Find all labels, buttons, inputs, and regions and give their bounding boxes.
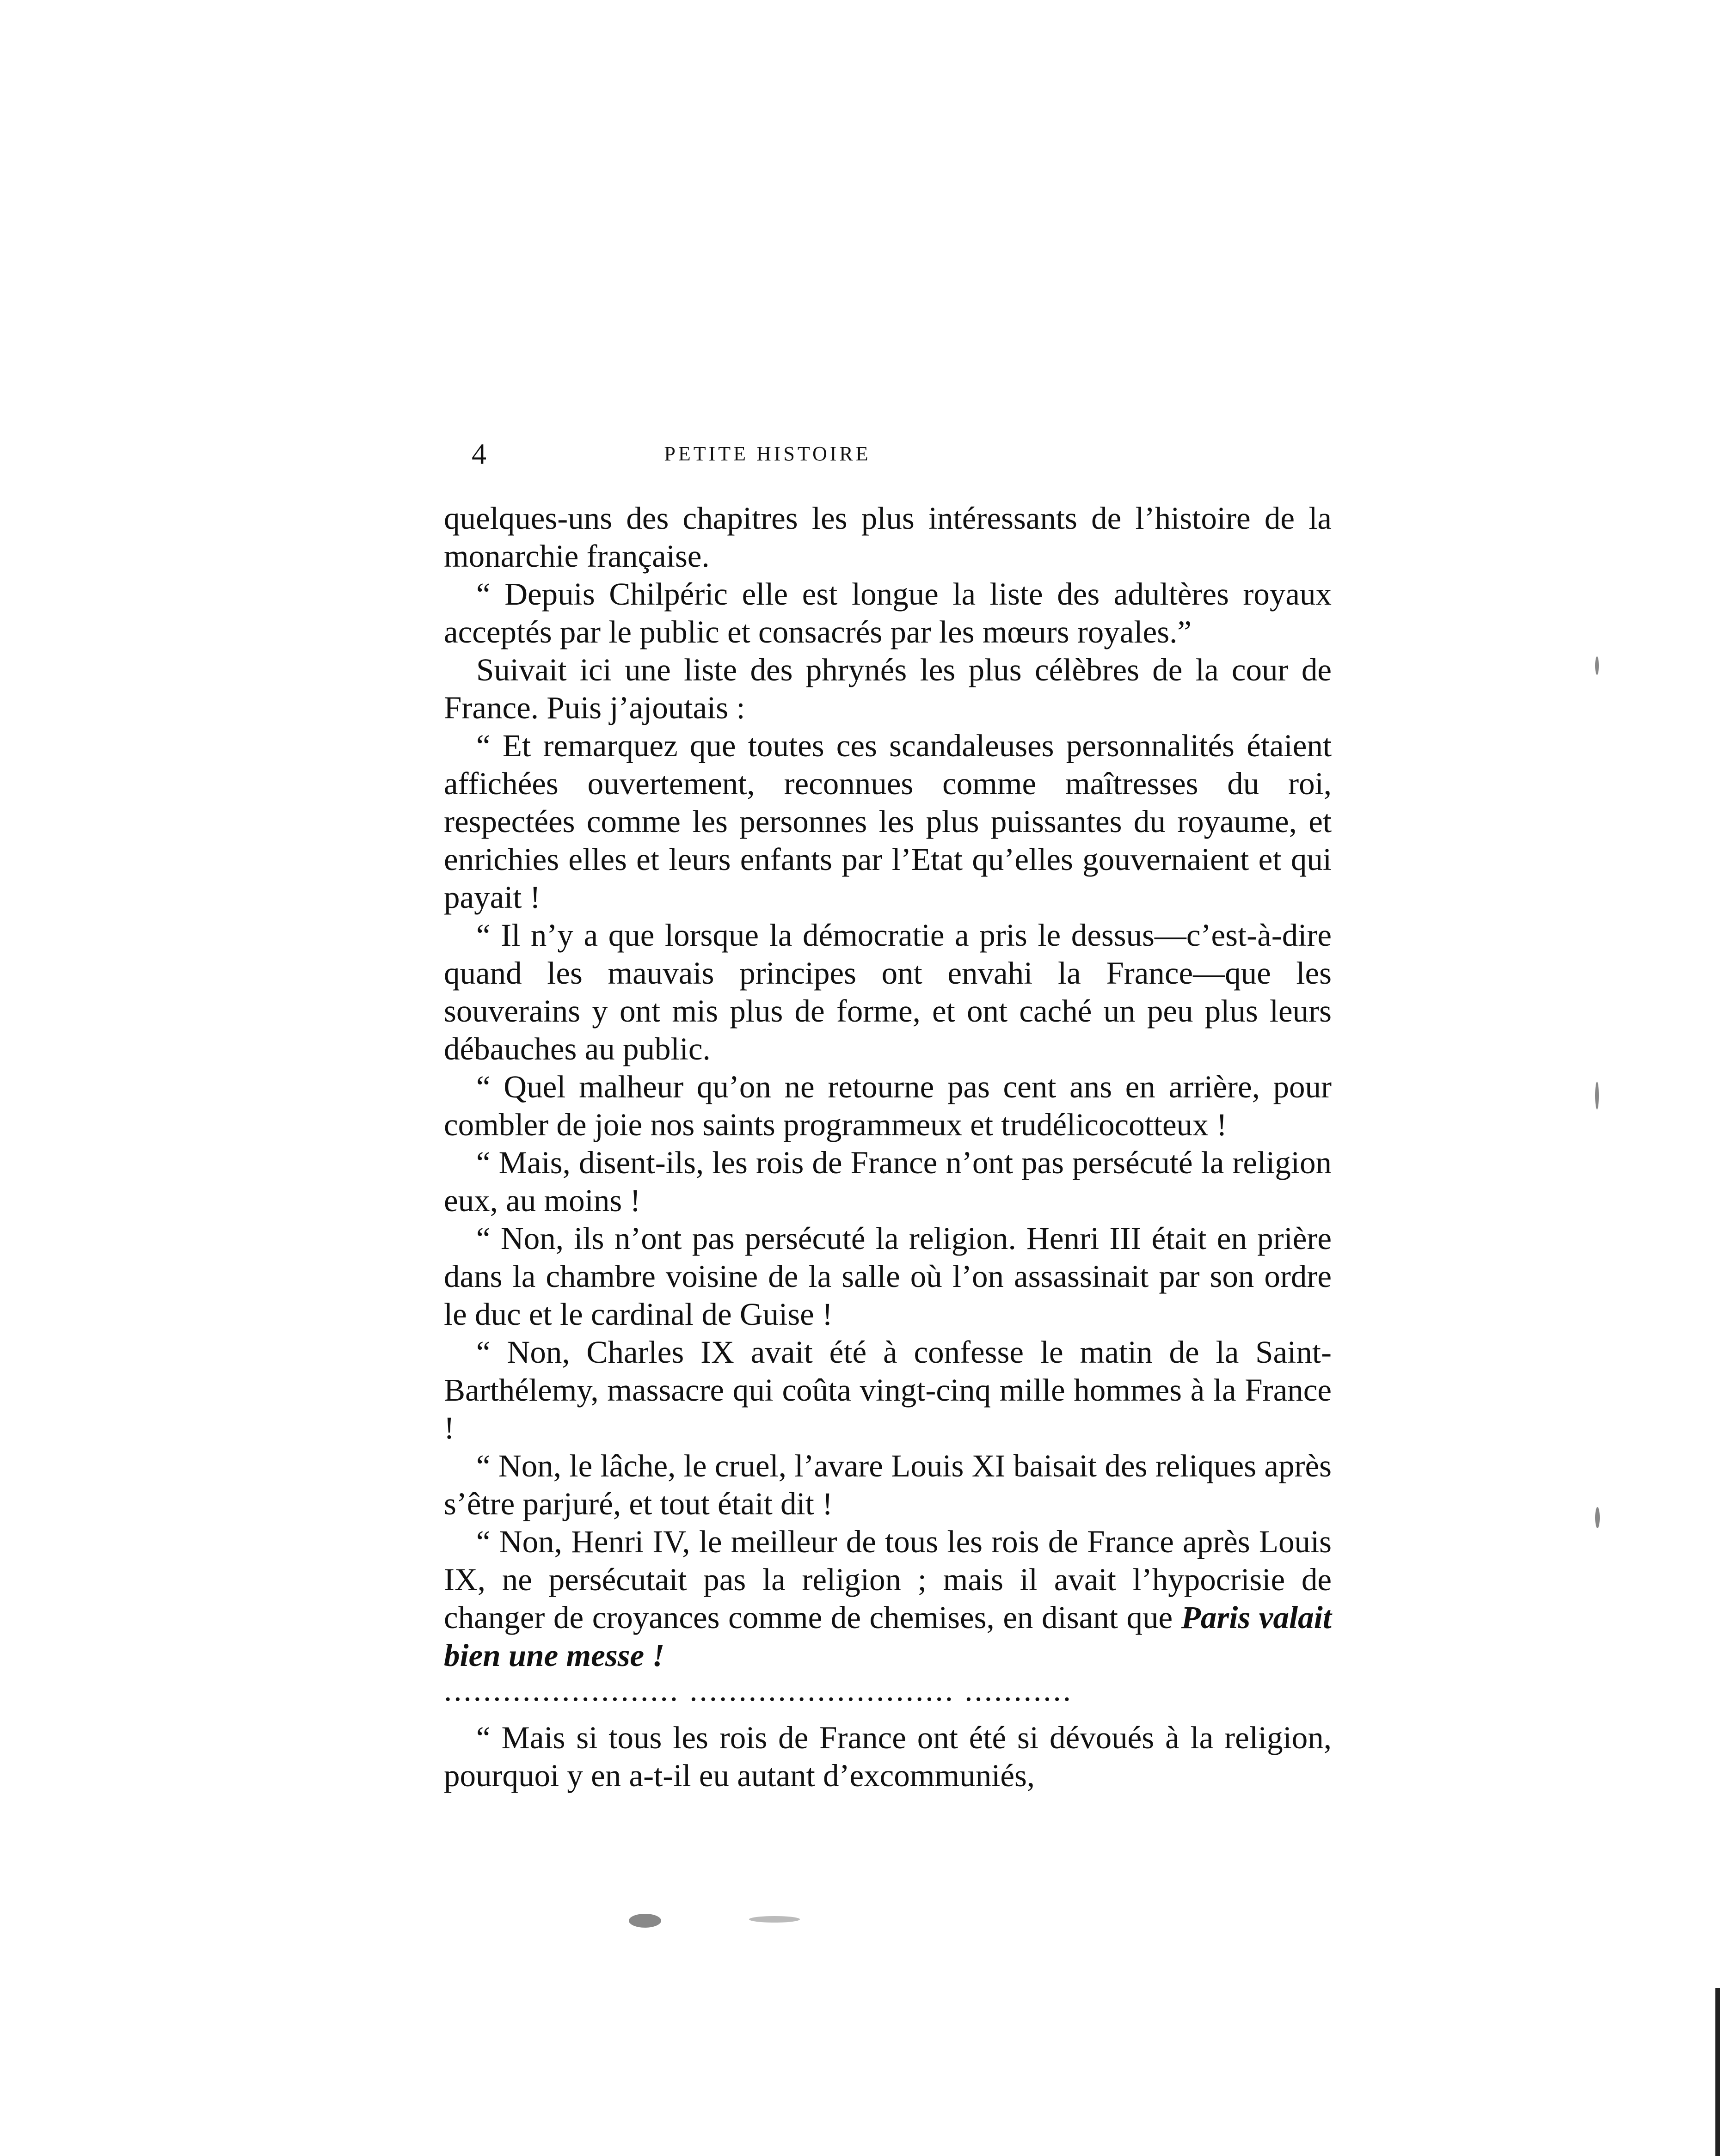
scan-smudge [1595, 656, 1599, 675]
body-text [444, 499, 1332, 1795]
henri-iv-emphasis: Paris valait bien une messe ! [444, 1600, 1332, 1673]
paragraph-henri-iv [444, 1523, 1332, 1674]
scan-smudge [1595, 1507, 1600, 1528]
scan-smudge [749, 1916, 800, 1923]
scan-edge-shadow [1715, 1988, 1720, 2156]
running-head: PETITE HISTOIRE [664, 442, 871, 465]
paragraph-charles-ix: “ Non, Charles IX avait été à confesse le matin de la Saint-Barthélemy, massacre qui coûta vingt-cinq mille hommes à la France ! [444, 1335, 1332, 1446]
paragraph-hundred-years: “ Quel malheur qu’on ne retourne pas cent ans en arrière, pour combler de joie nos saints programmeux et trudélicocotteux ! [444, 1069, 1332, 1142]
scan-smudge [1595, 1082, 1599, 1109]
paragraph-democracy: “ Il n’y a que lorsque la démocratie a pris le dessus—c’est-à-dire quand les mauvais principes ont envahi la France—que les souverains y ont mis plus de forme, et ont caché un peu plus leurs débauches au public. [444, 918, 1332, 1066]
henri-iv-text: “ Non, Henri IV, le meilleur de tous les rois de France après Louis IX, ne persécutait pas la religion ; mais il avait l’hypocrisie de changer de croyances comme de chemises, en disant que [444, 1524, 1332, 1635]
paragraph-excommunicated: “ Mais si tous les rois de France ont été si dévoués à la religion, pourquoi y en a-t-il eu autant d’excommuniés, [444, 1720, 1332, 1793]
paragraph-quote-chilperic: “ Depuis Chilpéric elle est longue la liste des adultères royaux acceptés par le public et consacrés par les mœurs royales.” [444, 576, 1332, 649]
page-header [472, 435, 1063, 472]
paragraph-mistresses: “ Et remarquez que toutes ces scandaleuses personnalités étaient affichées ouvertement, reconnues comme maîtresses du roi, respectées comme les personnes les plus puissantes du royaume, et enrichies elles et leurs enfants par l’Etat qu’elles gouvernaient et qui payait ! [444, 728, 1332, 915]
paragraph-henri-iii: “ Non, ils n’ont pas persécuté la religion. Henri III était en prière dans la chambre voisine de la salle où l’on assassinait par son ordre le duc et le cardinal de Guise ! [444, 1221, 1332, 1332]
scan-smudge [629, 1914, 661, 1928]
paragraph-persecution-question: “ Mais, disent-ils, les rois de France n’ont pas persécuté la religion eux, au moins ! [444, 1145, 1332, 1218]
paragraph-phrynes: Suivait ici une liste des phrynés les plus célèbres de la cour de France. Puis j’ajoutais : [444, 652, 1332, 725]
paragraph-louis-xi: “ Non, le lâche, le cruel, l’avare Louis XI baisait des reliques après s’être parjuré, et tout était dit ! [444, 1448, 1332, 1521]
page-number: 4 [472, 437, 486, 470]
paragraph-continuation: quelques-uns des chapitres les plus intéressants de l’histoire de la monarchie française. [444, 501, 1332, 574]
dotted-separator: ........................ ........................... ........... [444, 1676, 1073, 1708]
